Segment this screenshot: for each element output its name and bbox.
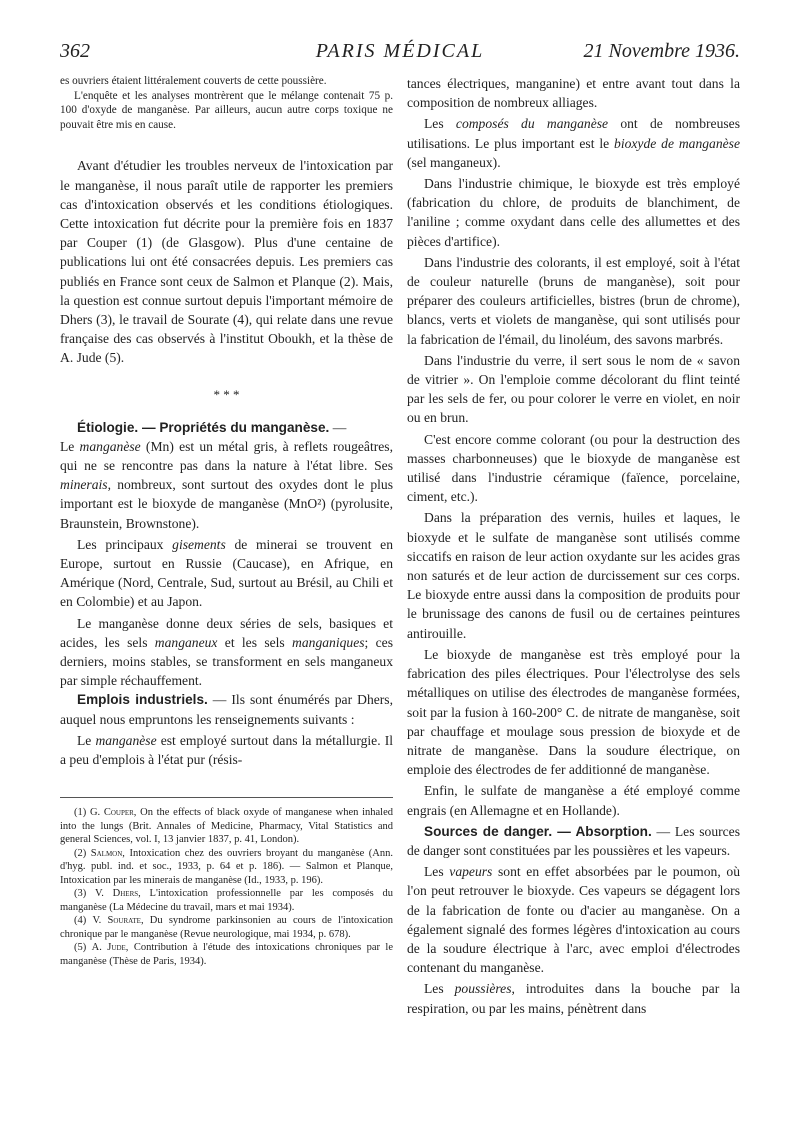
paragraph: Le bioxyde de manganèse est très employé pour la fabrication des piles électriques. Pour l'électrolyse des sels métalliques on utilise des électrodes de manganèse formées, soit par la fusion à 160-200° C. de nitrate de manganèse, soit par chauffage et moulage sous pression de bioxyde et de nitrate de manganèse. Dans la soudure électrique, on emploie des électrodes de fer additionné de manganèse.	[407, 646, 740, 778]
section-separator: * * *	[213, 386, 240, 402]
paragraph: Emplois industriels. — Ils sont énumérés par Dhers, auquel nous empruntons les renseignements suivants :	[60, 692, 393, 727]
paragraph: Dans la préparation des vernis, huiles et laques, le bioxyde et le sulfate de manganèse sont utilisés comme siccatifs en raison de leur action oxydante sur les acides gras non saturés et de leur action de durcissement sur ces corps. Le bioxyde entre aussi dans la composition de produits pour le brunissage des canons de fusil ou de certaines peintures antirouille.	[407, 510, 740, 641]
page-header	[60, 40, 740, 70]
journal-title: PARIS MÉDICAL	[315, 40, 485, 62]
paragraph: Les poussières, introduites dans la bouche par la respiration, ou par les mains, pénètrent dans	[407, 981, 740, 1016]
paragraph: Dans l'industrie des colorants, il est employé, soit à l'état de couleur naturelle (bruns de manganèse), soit pour préparer des couleurs artificielles, bistres (brun de chrome), blancs, verts et violets de manganèse, qui sont utilisés pour la fabrication de l'émail, du linoléum, des savons marbrés.	[407, 254, 740, 347]
paragraph: Les vapeurs sont en effet absorbées par le poumon, où l'on peut retrouver le bioxyde. Ces vapeurs se dégagent lors de la fabrication de fonte ou d'acier au manganèse. On a également signalé des formes légères d'intoxication au cours de la soudure électrique à l'arc, avec emploi d'électrodes contenant du manganèse.	[407, 864, 740, 976]
paragraph: Le manganèse donne deux séries de sels, basiques et acides, les sels manganeux et les sels manganiques; ces derniers, moins stables, se transforment en sels manganeux par simple réchauffement.	[60, 615, 393, 689]
paragraph: Les composés du manganèse ont de nombreuses utilisations. Le plus important est le bioxyde de manganèse (sel manganeux).	[407, 116, 741, 170]
footnote-divider	[60, 797, 393, 798]
paragraph: Le manganèse est employé surtout dans la métallurgie. Il a peu d'emplois à l'état pur (résis-	[60, 732, 393, 768]
paragraph: Sources de danger. — Absorption. — Les sources de danger sont constituées par les poussières et les vapeurs.	[407, 823, 740, 858]
footnote: (3) V. Dhers, L'intoxication professionnelle par les composés du manganèse (La Médecine du travail, mars et mai 1934).	[60, 888, 393, 913]
section-heading: Emplois industriels.	[77, 692, 208, 708]
paragraph: Avant d'étudier les troubles nerveux de l'intoxication par le manganèse, il nous paraît utile de rapporter les premiers cas d'intoxication observés et les conditions étiologiques. Cette intoxication fut décrite pour la première fois en 1837 par Couper (1) (de Glasgow). Plus d'une centaine de publications lui ont été consacrées depuis. Les premiers cas publiés en France sont ceux de Salmon et Planque (2). Mais, la question est connue surtout depuis l'important mémoire de Dhers (3), le travail de Sourate (4), qui relate dans une revue française des cas observés à l'institut Oboukh, et la thèse de A. Jude (5).	[60, 158, 393, 366]
paragraph: tances électriques, manganine) et entre avant tout dans la composition de nombreux alliages.	[407, 76, 740, 111]
section-heading: Étiologie. — Propriétés du manganèse.	[77, 419, 330, 435]
issue-date: 21 Novembre 1936.	[583, 40, 740, 62]
footnote: (4) V. Sourate, Du syndrome parkinsonien au cours de l'intoxication chronique par le manganèse (Revue neurologique, mai 1934, p. 678).	[60, 915, 394, 940]
section-heading: Sources de danger. — Absorption.	[424, 823, 652, 839]
footnote: (2) Salmon, Intoxication chez des ouvriers broyant du manganèse (Ann. d'hyg. publ. ind. et soc., 1933, p. 64 et p. 186). — Salmon et Planque, Intoxication par les minerais de manganèse (Id., 1933, p. 196).	[60, 847, 393, 886]
page-number: 362	[60, 40, 90, 62]
paragraph: Dans l'industrie du verre, il sert sous le nom de « savon de vitrier ». On l'emploie comme décolorant du flint teinté par les sels de fer, ou pour colorer le verre en violet, en noir ou en brun.	[407, 352, 740, 426]
paragraph: Dans l'industrie chimique, le bioxyde est très employé (fabrication du chlore, de produits de blanchiment, de l'aniline ; comme oxydant dans celle des allumettes et des pièces d'artifice).	[407, 176, 740, 249]
left-column	[60, 74, 393, 968]
paragraph: Enfin, le sulfate de manganèse a été employé comme engrais (en Allemagne et en Hollande).	[407, 783, 740, 818]
paragraph: C'est encore comme colorant (ou pour la destruction des masses charbonneuses) que le bioxyde de manganèse est utilisé dans l'industrie céramique (faïence, porcelaine, ciment, etc.).	[407, 431, 740, 505]
footnotes	[60, 806, 393, 968]
intro-fragment: es ouvriers étaient littéralement couverts de cette poussière.	[60, 75, 327, 87]
footnote: (5) A. Jude, Contribution à l'étude des intoxications chroniques par le manganèse (Thèse de Paris, 1934).	[60, 942, 393, 967]
paragraph: Les principaux gisements de minerai se trouvent en Europe, surtout en Russie (Caucase), en Afrique, en Amérique (Nord, Centrale, Sud, surtout au Brésil, au Chili et en Colombie) et au Japon.	[60, 536, 394, 610]
footnote: (1) G. Couper, On the effects of black oxyde of manganese when inhaled into the lungs (Brit. Annales of Medicine, Pharmacy, Vital Statistics and general Sciences, vol. I, 13 janvier 1837, p. 41, London).	[60, 807, 393, 846]
intro-fragment: L'enquête et les analyses montrèrent que le mélange contenait 75 p. 100 d'oxyde de manganèse. Par ailleurs, aucun autre corps toxique ne pouvait être mis en cause.	[60, 89, 393, 131]
paragraph: Étiologie. — Propriétés du manganèse. — Le manganèse (Mn) est un métal gris, à reflets rougeâtres, qui ne se rencontre pas dans la nature à l'état libre. Ses minerais, nombreux, sont surtout des oxydes dont le plus important est le bioxyde de manganèse (MnO²) (pyrolusite, Braunstein, Brownstone).	[60, 419, 393, 531]
right-column	[407, 74, 740, 1018]
